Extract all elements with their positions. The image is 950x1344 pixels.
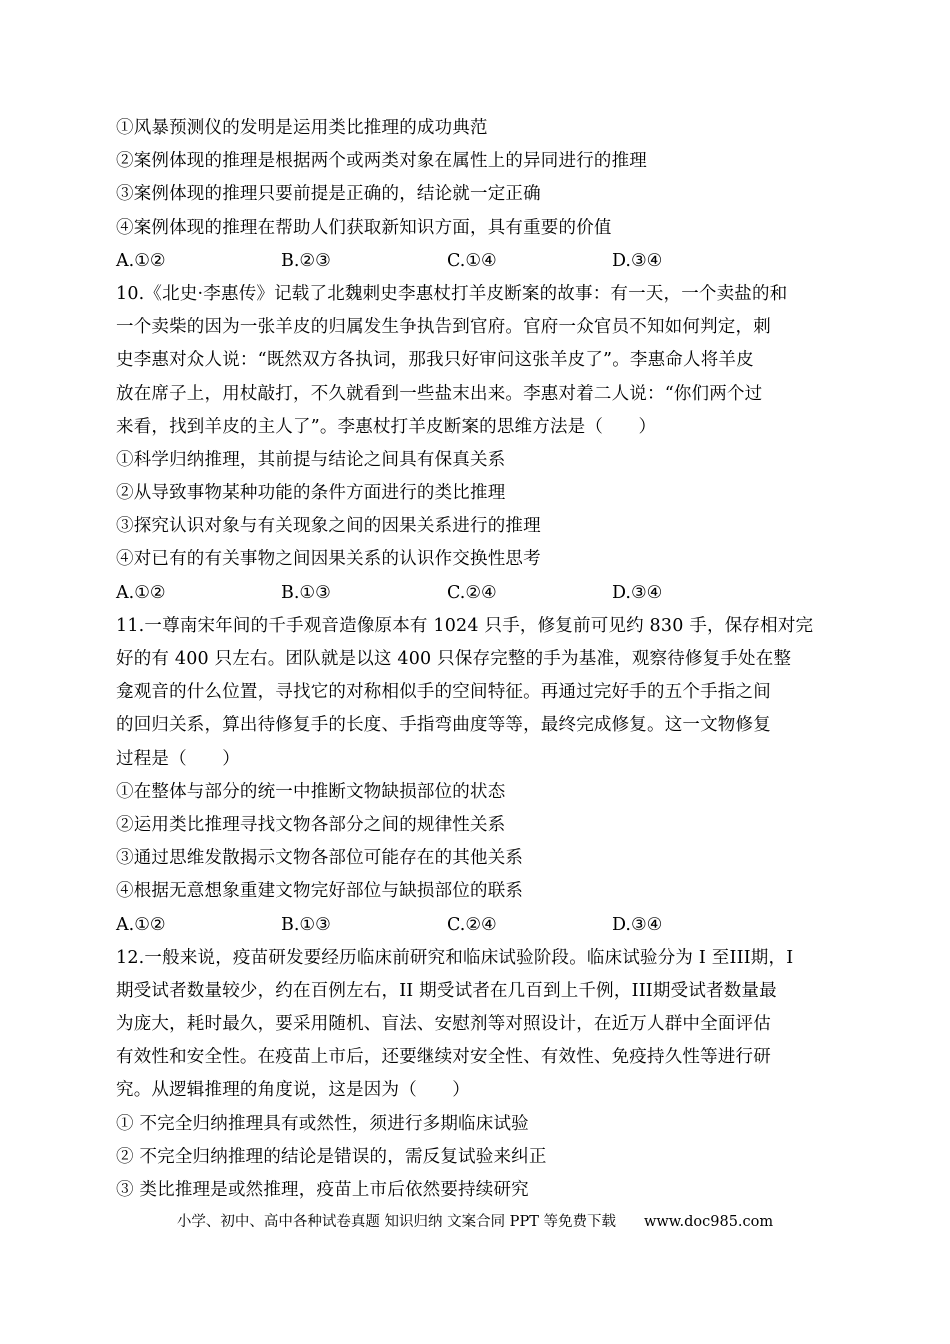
q10-statement-4: ④对已有的有关事物之间因果关系的认识作交换性思考 xyxy=(116,549,541,570)
q11-statement-1: ①在整体与部分的统一中推断文物缺损部位的状态 xyxy=(116,781,506,802)
q9-statement-1: ①风暴预测仪的发明是运用类比推理的成功典范 xyxy=(116,118,488,138)
q9-options xyxy=(116,245,846,278)
q12-statement-2: ② 不完全归纳推理的结论是错误的，需反复试验来纠正 xyxy=(116,1146,547,1167)
q11-line-3: 龛观音的什么位置，寻找它的对称相似手的空间特征。再通过完好手的五个手指之间 xyxy=(116,682,771,703)
q11-line-1: 11.一尊南宋年间的千手观音造像原本有 1024 只手，修复前可见约 830 手，保存相对完 xyxy=(116,615,814,636)
q12-statement-1: ① 不完全归纳推理具有或然性，须进行多期临床试验 xyxy=(116,1113,529,1134)
q11-option-c: C.②④ xyxy=(447,914,497,935)
question-11 xyxy=(116,610,846,909)
q10-line-3: 史李惠对众人说：“既然双方各执词，那我只好审问这张羊皮了”。李惠命人将羊皮 xyxy=(116,350,754,371)
page-content xyxy=(116,112,846,1207)
q9-statement-4: ④案例体现的推理在帮助人们获取新知识方面，具有重要的价值 xyxy=(116,217,612,238)
q11-line-4: 的回归关系，算出待修复手的长度、手指弯曲度等等，最终完成修复。这一文物修复 xyxy=(116,715,771,736)
q11-line-5: 过程是（ ） xyxy=(116,748,240,769)
q10-line-4: 放在席子上，用杖敲打，不久就看到一些盐末出来。李惠对着二人说：“你们两个过 xyxy=(116,383,763,404)
q9-statements xyxy=(116,112,846,245)
q11-statement-4: ④根据无意想象重建文物完好部位与缺损部位的联系 xyxy=(116,881,524,902)
q11-statement-3: ③通过思维发散揭示文物各部位可能存在的其他关系 xyxy=(116,848,524,869)
q10-line-1: 10.《北史·李惠传》记载了北魏刺史李惠杖打羊皮断案的故事：有一天，一个卖盐的和 xyxy=(116,283,788,304)
q10-option-b: B.①③ xyxy=(281,582,331,603)
q12-line-2: 期受试者数量较少，约在百例左右，II 期受试者在几百到上千例，III期受试者数量最 xyxy=(116,980,777,1001)
footer-site-link[interactable]: www.doc985.com xyxy=(643,1214,774,1230)
q12-line-1: 12.一般来说，疫苗研发要经历临床前研究和临床试验阶段。临床试验分为 I 至III期，I xyxy=(116,947,794,968)
q12-statement-3: ③ 类比推理是或然推理，疫苗上市后依然要持续研究 xyxy=(116,1180,529,1200)
q10-statement-2: ②从导致事物某种功能的条件方面进行的类比推理 xyxy=(116,483,506,504)
q12-line-3: 为庞大，耗时最久，要采用随机、盲法、安慰剂等对照设计，在近万人群中全面评估 xyxy=(116,1014,771,1035)
q12-line-4: 有效性和安全性。在疫苗上市后，还要继续对安全性、有效性、免疫持久性等进行研 xyxy=(116,1047,771,1068)
q10-option-c: C.②④ xyxy=(447,582,497,603)
q9-statement-2: ②案例体现的推理是根据两个或两类对象在属性上的异同进行的推理 xyxy=(116,151,647,172)
q9-statement-3: ③案例体现的推理只要前提是正确的，结论就一定正确 xyxy=(116,184,541,205)
q11-options xyxy=(116,909,846,942)
q10-option-a: A.①② xyxy=(116,582,166,603)
q11-option-d: D.③④ xyxy=(612,914,663,935)
q10-option-d: D.③④ xyxy=(612,582,663,603)
q10-statement-1: ①科学归纳推理，其前提与结论之间具有保真关系 xyxy=(116,449,506,470)
page-footer xyxy=(0,1210,950,1234)
q9-option-a: A.①② xyxy=(116,250,166,271)
q12-line-5: 究。从逻辑推理的角度说，这是因为（ ） xyxy=(116,1080,470,1101)
q11-statement-2: ②运用类比推理寻找文物各部分之间的规律性关系 xyxy=(116,814,506,835)
q9-option-b: B.②③ xyxy=(281,250,331,271)
q9-option-c: C.①④ xyxy=(447,250,497,271)
q11-option-a: A.①② xyxy=(116,914,166,935)
q11-option-b: B.①③ xyxy=(281,914,331,935)
q10-statement-3: ③探究认识对象与有关现象之间的因果关系进行的推理 xyxy=(116,516,541,537)
q10-options xyxy=(116,577,846,610)
question-10 xyxy=(116,278,846,577)
q10-line-2: 一个卖柴的因为一张羊皮的归属发生争执告到官府。官府一众官员不知如何判定，刺 xyxy=(116,317,771,338)
question-12 xyxy=(116,942,846,1208)
q11-line-2: 好的有 400 只左右。团队就是以这 400 只保存完整的手为基准，观察待修复手处在整 xyxy=(116,649,792,669)
footer-text: 小学、初中、高中各种试卷真题 知识归纳 文案合同 PPT 等免费下载 xyxy=(176,1214,616,1230)
q9-option-d: D.③④ xyxy=(612,250,663,271)
q10-line-5: 来看，找到羊皮的主人了”。李惠杖打羊皮断案的思维方法是（ ） xyxy=(116,416,657,437)
